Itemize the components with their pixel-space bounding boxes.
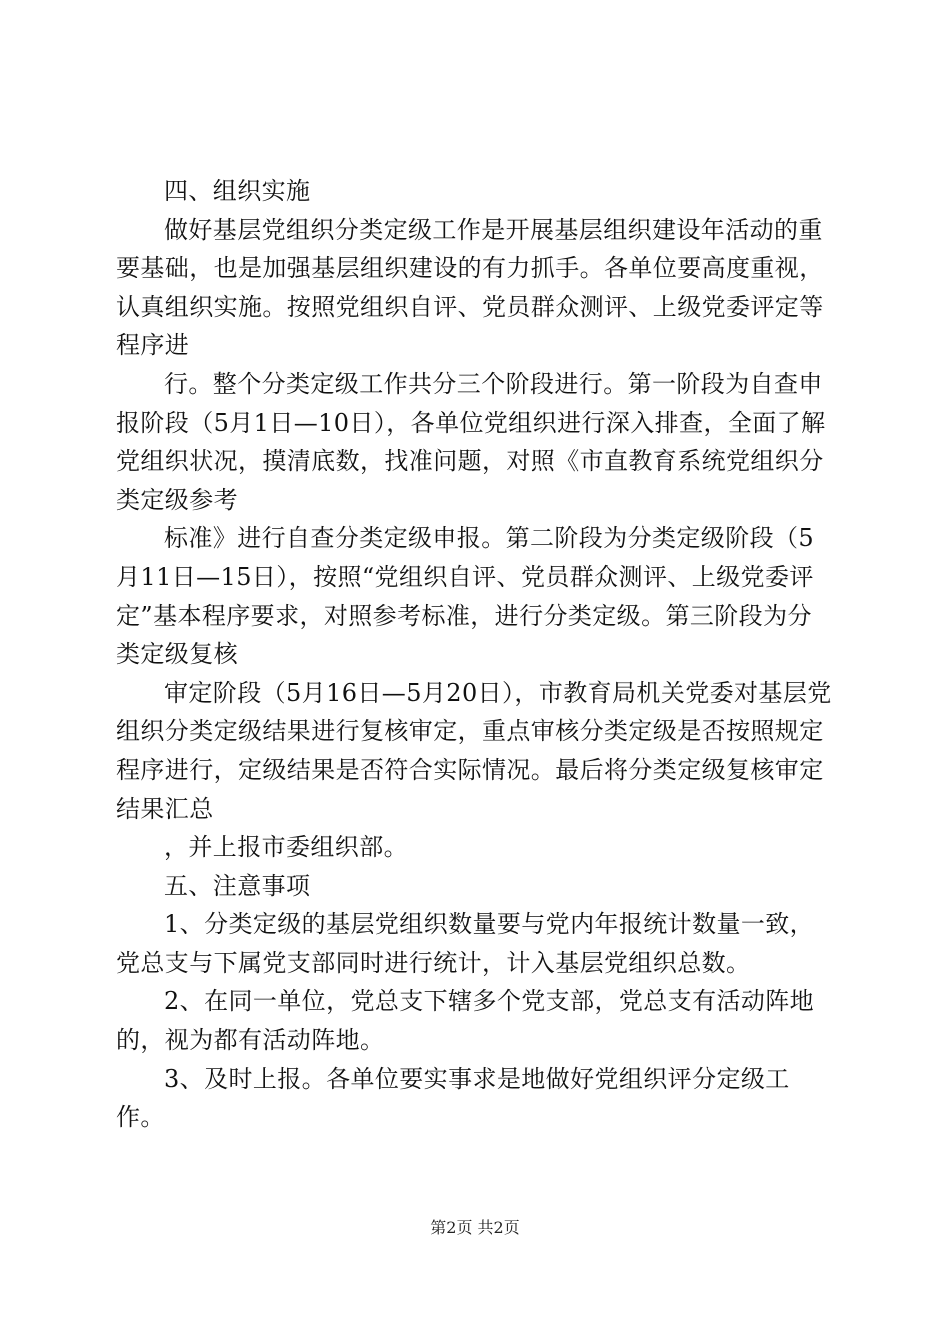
paragraph: ，并上报市委组织部。 — [164, 833, 408, 862]
section-heading-organization: 四、组织实施 — [164, 177, 311, 205]
paragraph: 行。整个分类定级工作共分三个阶段进行。第一阶段为自查申报阶段（5月1日—10日），各单位党组织进行深入排查，全面了解党组织状况，摸清底数，找准问题，对照《市直教育系统党组织分类定级参考 — [116, 369, 826, 514]
section-heading-notes: 五、注意事项 — [164, 871, 311, 900]
list-item: 2、在同一单位，党总支下辖多个党支部，党总支有活动阵地的，视为都有活动阵地。 — [116, 987, 815, 1055]
paragraph: 标准》进行自查分类定级申报。第二阶段为分类定级阶段（5月11日—15日），按照“党组织自评、党员群众测评、上级党委评定”基本程序要求，对照参考标准，进行分类定级。第三阶段为分类定级复核 — [116, 524, 815, 669]
paragraph: 审定阶段（5月16日—5月20日），市教育局机关党委对基层党组织分类定级结果进行复核审定，重点审核分类定级是否按照规定程序进行，定级结果是否符合实际情况。最后将分类定级复核审定结果汇总 — [116, 678, 832, 823]
document-body — [116, 172, 836, 1137]
list-item: 1、分类定级的基层党组织数量要与党内年报统计数量一致，党总支与下属党支部同时进行统计，计入基层党组织总数。 — [116, 910, 815, 977]
page-number: 第2页 共2页 — [430, 1218, 520, 1237]
paragraph: 做好基层党组织分类定级工作是开展基层组织建设年活动的重要基础，也是加强基层组织建设的有力抓手。各单位要高度重视，认真组织实施。按照党组织自评、党员群众测评、上级党委评定等程序进 — [116, 215, 824, 360]
list-item: 3、及时上报。各单位要实事求是地做好党组织评分定级工作。 — [116, 1064, 790, 1132]
